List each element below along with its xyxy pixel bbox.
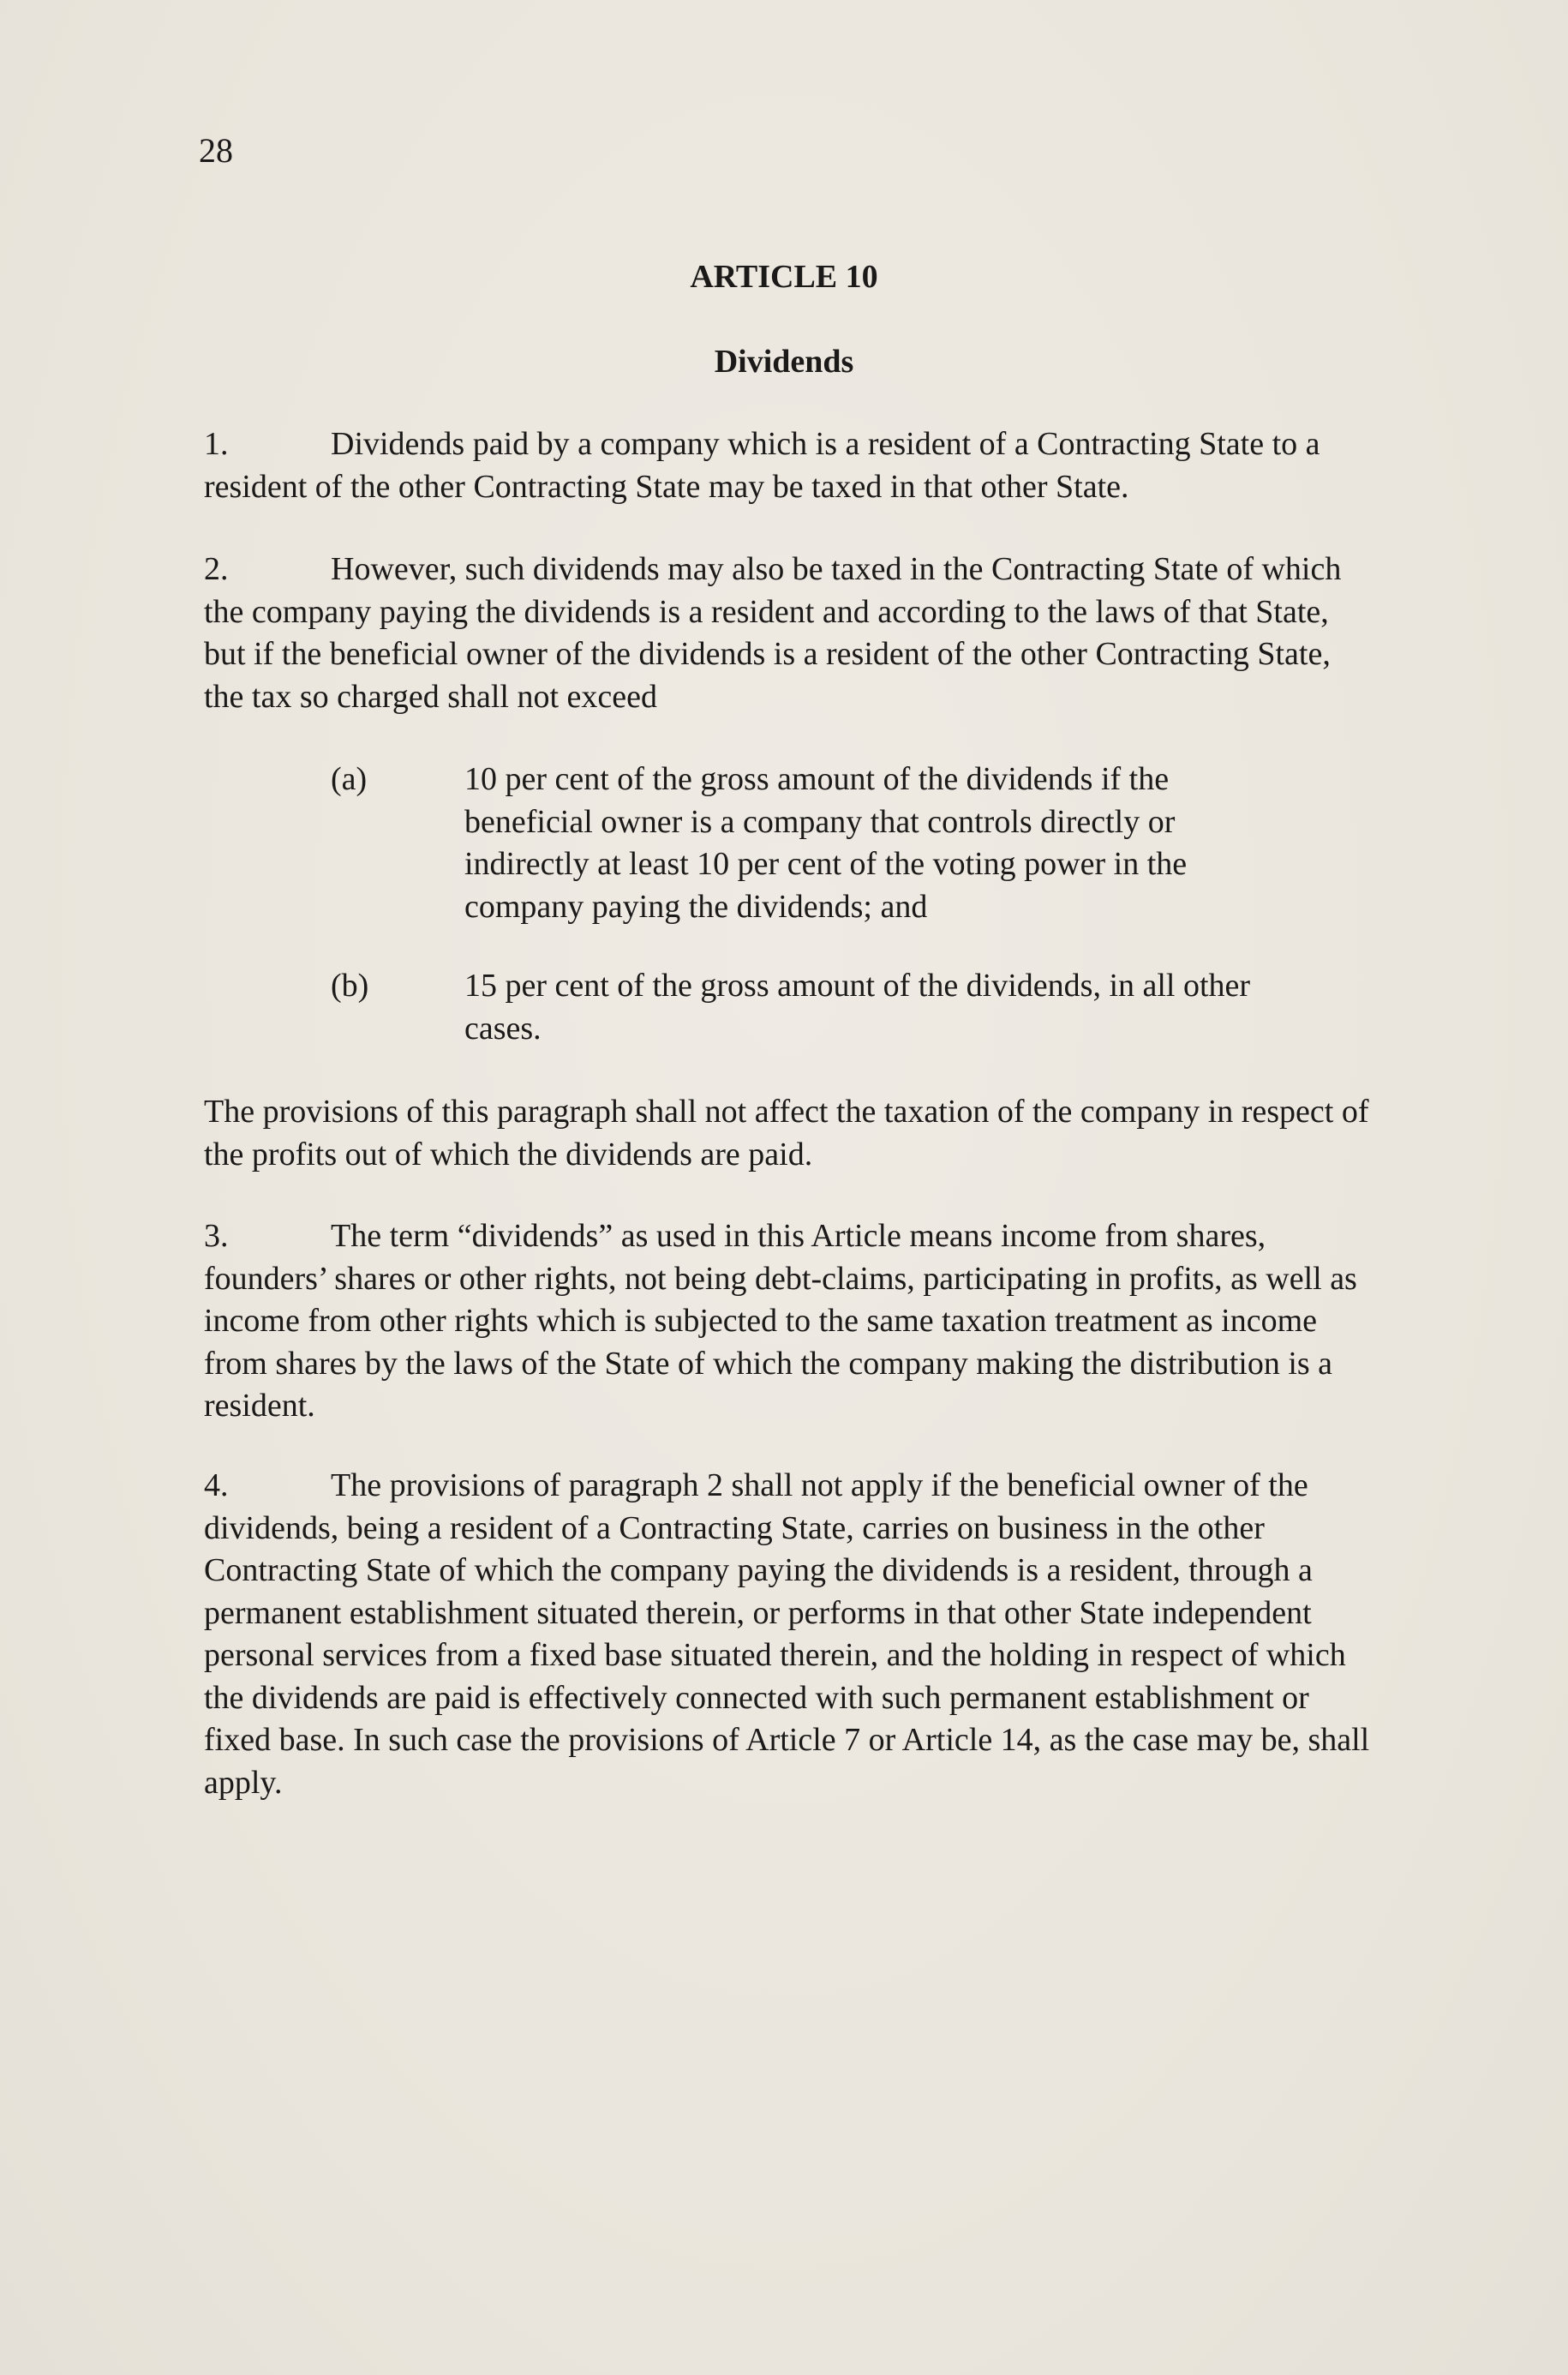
paragraph-1 [204,423,1378,508]
paragraph-text: Dividends paid by a company which is a resident of a Contracting State to a resident of the other Contracting State may be taxed in that other State. [204,426,1320,505]
paragraph-2 [204,549,1378,718]
page-number: 28 [199,131,233,170]
subparagraph-marker: (a) [331,761,368,797]
paragraph-text: The term “dividends” as used in this Article means income from shares, founders’ shares or other rights, not being debt-claims, participating in profits, as well as income from other rights which is subjected to the same taxation treatment as income from shares by the laws of the State of which the company making the distribution is a resident. [204,1218,1357,1424]
subparagraph-text: 15 per cent of the gross amount of the dividends, in all other cases. [464,968,1251,1047]
paragraph-number: 1. [204,426,229,462]
subparagraph-marker: (b) [331,968,369,1004]
paragraph-number: 4. [204,1467,229,1503]
paragraph-4 [204,1465,1378,1804]
paragraph-text: The provisions of paragraph 2 shall not apply if the beneficial owner of the dividends, being a resident of a Contracting State, carries on business in the other Contracting State of which the company paying the dividends is a resident, through a permanent establishment situated therein, or performs in that other State independent personal services from a fixed base situated therein, and the holding in respect of which the dividends are paid is effectively connected with such permanent establishment or fixed base. In such case the provisions of Article 7 or Article 14, as the case may be, shall apply. [204,1467,1370,1801]
paragraph-number: 3. [204,1218,229,1254]
paragraph-number: 2. [204,551,229,587]
paragraph-2-closing: The provisions of this paragraph shall not affect the taxation of the company in respect of the profits out of which the dividends are paid. [204,1094,1369,1173]
paragraph-3 [204,1215,1378,1428]
article-title: ARTICLE 10 [690,259,878,295]
subparagraph-text: 10 per cent of the gross amount of the dividends if the beneficial owner is a company that controls directly or indirectly at least 10 per cent of the voting power in the company paying the dividends; and [464,761,1188,925]
paragraph-text: However, such dividends may also be taxed in the Contracting State of which the company paying the dividends is a resident and according to the laws of that State, but if the beneficial owner of the dividends is a resident of the other Contracting State, the tax so charged shall not exceed [204,551,1342,715]
article-subtitle: Dividends [714,344,854,380]
